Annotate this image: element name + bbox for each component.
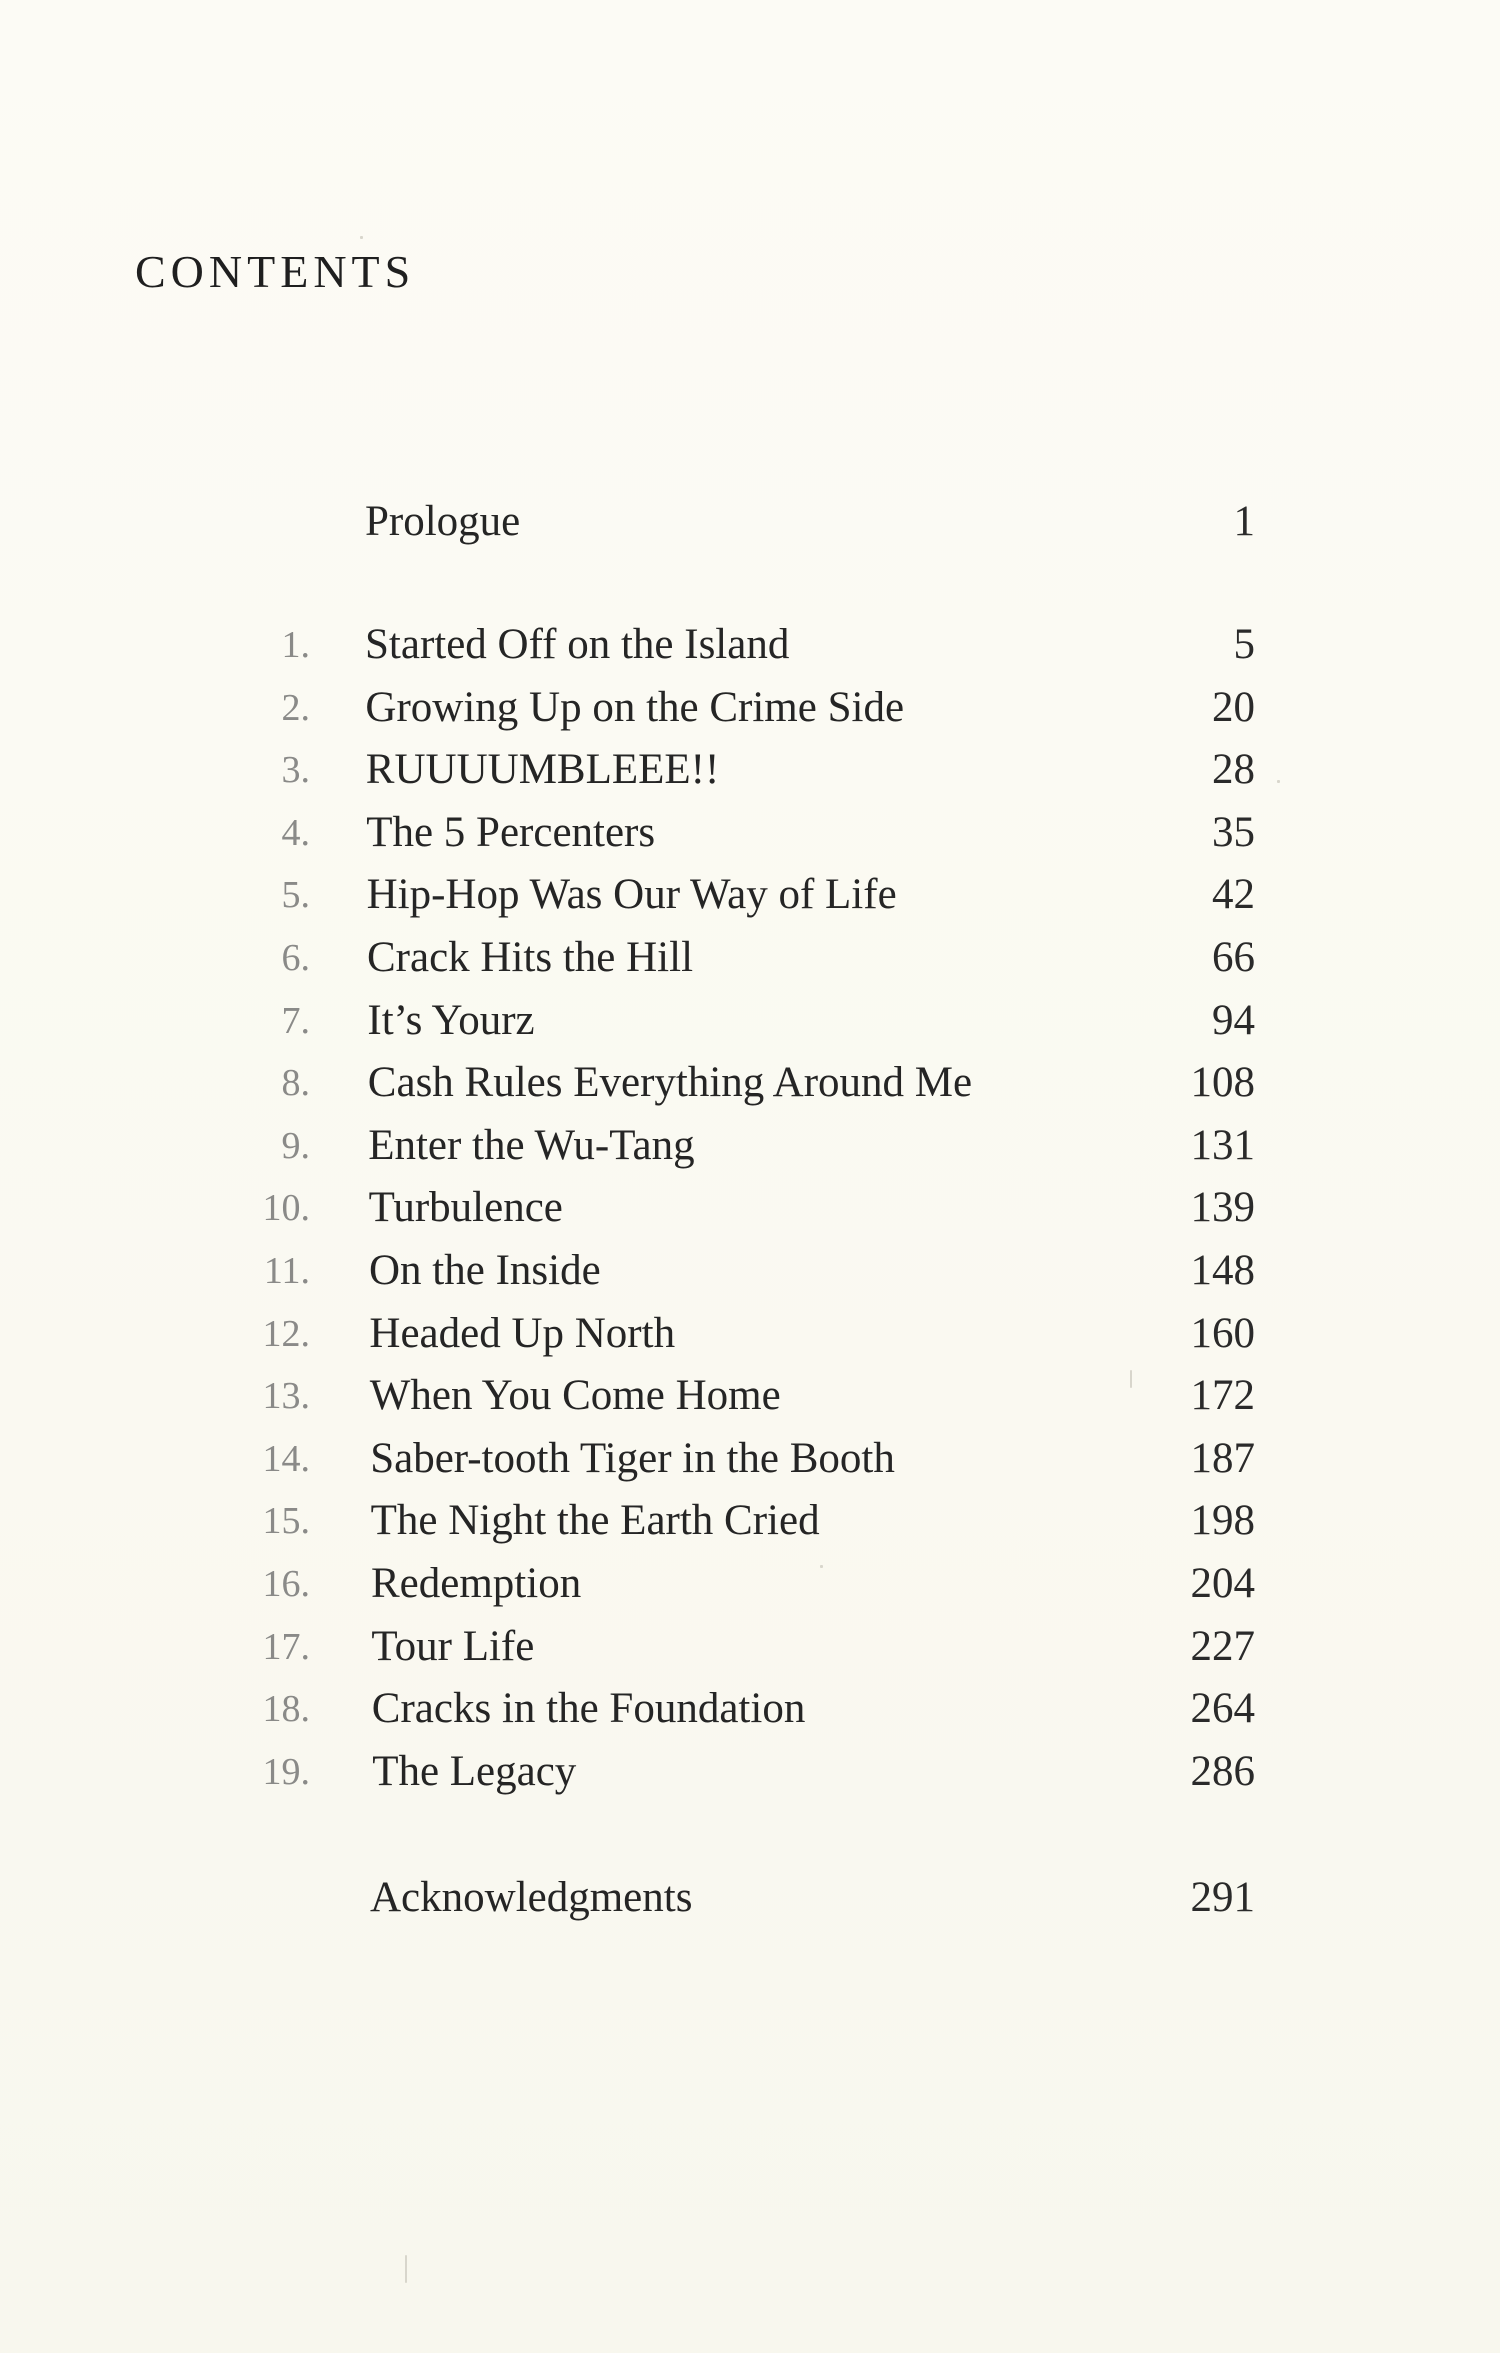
chapter-number: 4. [281,812,310,854]
chapter-title: The 5 Percenters [366,809,656,856]
toc-row-chapter [0,615,1500,675]
chapter-page-number: 20 [1212,684,1255,731]
toc-row-chapter [0,1617,1500,1677]
chapter-page-number: 94 [1212,997,1255,1044]
toc-row-chapter [0,1053,1500,1113]
chapter-number: 14. [262,1438,310,1480]
chapter-number: 16. [262,1563,310,1605]
chapter-title: Enter the Wu-Tang [368,1122,695,1169]
chapter-number: 8. [281,1062,310,1104]
toc-row-chapter [0,1679,1500,1739]
chapter-page-number: 139 [1190,1184,1255,1231]
chapter-page-number: 42 [1212,871,1255,918]
chapter-number: 13. [262,1375,310,1417]
chapter-page-number: 28 [1212,746,1255,793]
chapter-number: 3. [281,749,310,791]
chapter-title: Growing Up on the Crime Side [365,684,905,731]
toc-row-chapter [0,803,1500,863]
chapter-title: When You Come Home [369,1372,781,1419]
chapter-number: 15. [262,1500,310,1542]
chapter-number: 17. [262,1626,310,1668]
toc-row-chapter [0,1116,1500,1176]
toc-row-chapter [0,1178,1500,1238]
toc-row-chapter [0,1429,1500,1489]
paper-speck [820,1565,823,1568]
chapter-number: 12. [262,1313,310,1355]
toc-row-chapter [0,1304,1500,1364]
chapter-page-number: 131 [1190,1122,1255,1169]
paper-speck [405,2255,407,2283]
chapter-title: Redemption [371,1560,582,1607]
toc-row-chapter [0,991,1500,1051]
chapter-page-number: 204 [1190,1560,1255,1607]
toc-page-number: 291 [1190,1874,1255,1921]
chapter-page-number: 5 [1233,621,1255,668]
chapter-title: Tour Life [371,1623,535,1670]
toc-row-chapter [0,1554,1500,1614]
toc-row-prologue [0,492,1500,552]
toc-row-chapter [0,1241,1500,1301]
toc-page-number: 1 [1233,498,1255,545]
chapter-page-number: 148 [1190,1247,1255,1294]
chapter-title: Hip-Hop Was Our Way of Life [366,871,897,918]
chapter-number: 10. [262,1187,310,1229]
chapter-title: Crack Hits the Hill [367,934,694,981]
chapter-title: Headed Up North [369,1310,676,1357]
chapter-title: It’s Yourz [367,997,535,1044]
toc-row-chapter [0,1366,1500,1426]
chapter-title: RUUUUMBLEEE!! [365,746,720,793]
toc-row-chapter [0,740,1500,800]
chapter-page-number: 198 [1190,1497,1255,1544]
paper-speck [1277,780,1280,783]
chapter-number: 6. [281,937,310,979]
toc-row-chapter [0,928,1500,988]
chapter-page-number: 227 [1190,1623,1255,1670]
toc-row-chapter [0,1491,1500,1551]
paper-speck [360,236,363,239]
chapter-number: 18. [262,1688,310,1730]
chapter-number: 11. [263,1250,310,1292]
toc-row-chapter [0,1742,1500,1802]
chapter-title: Saber-tooth Tiger in the Booth [370,1435,895,1482]
chapter-page-number: 108 [1190,1059,1255,1106]
chapter-title: On the Inside [369,1247,601,1294]
chapter-number: 2. [281,687,310,729]
toc-title: Acknowledgments [370,1874,693,1921]
chapter-number: 9. [281,1125,310,1167]
chapter-page-number: 66 [1212,934,1255,981]
chapter-title: The Legacy [372,1748,577,1795]
toc-title: Prologue [365,498,521,545]
chapter-title: Cracks in the Foundation [371,1685,806,1732]
chapter-page-number: 160 [1190,1310,1255,1357]
chapter-page-number: 264 [1190,1685,1255,1732]
chapter-title: Cash Rules Everything Around Me [367,1059,973,1106]
chapter-number: 7. [281,1000,310,1042]
paper-speck [1130,1370,1132,1388]
page-title: CONTENTS [135,246,416,297]
chapter-page-number: 286 [1190,1748,1255,1795]
toc-row-chapter [0,865,1500,925]
toc-row-chapter [0,678,1500,738]
chapter-number: 19. [262,1751,310,1793]
chapter-page-number: 172 [1190,1372,1255,1419]
chapter-page-number: 35 [1212,809,1255,856]
toc-row-acknowledgments [0,1868,1500,1928]
chapter-title: Started Off on the Island [365,621,790,668]
chapter-number: 1. [281,624,310,666]
chapter-page-number: 187 [1190,1435,1255,1482]
chapter-title: The Night the Earth Cried [370,1497,820,1544]
chapter-title: Turbulence [368,1184,563,1231]
chapter-number: 5. [281,874,310,916]
